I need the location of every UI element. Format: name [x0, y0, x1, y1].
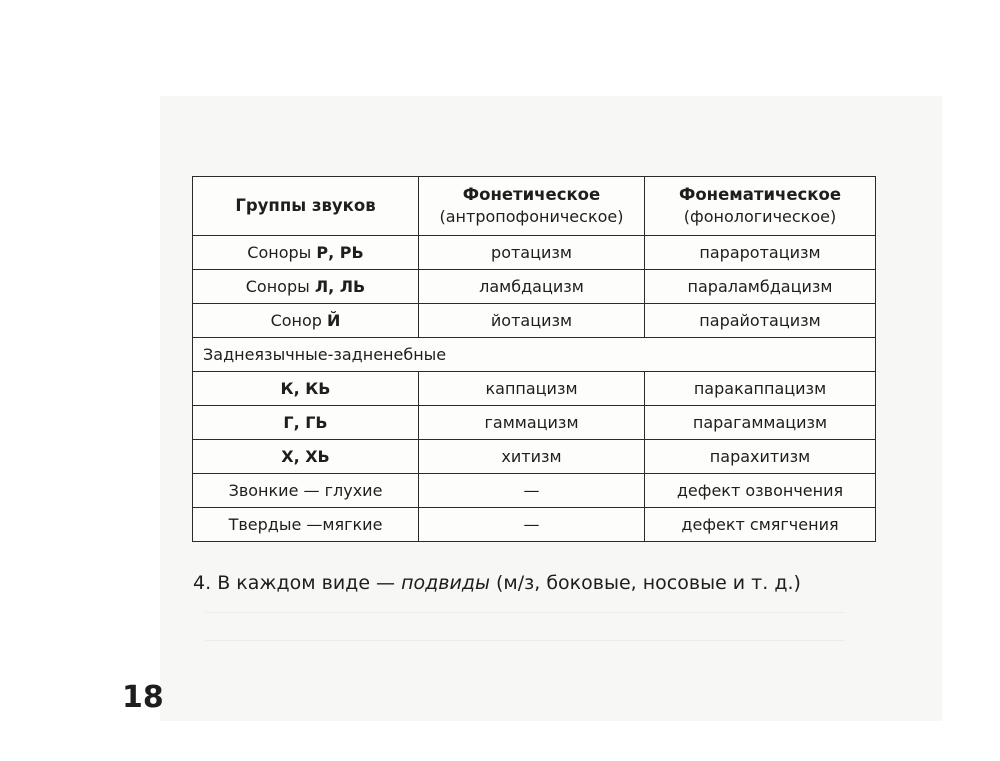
phonemic-cell: параротацизм [645, 236, 876, 270]
phonetic-cell: хитизм [419, 440, 645, 474]
footnote-number: 4. [193, 572, 212, 594]
header-phonetic: Фонетическое (антропофоническое) [419, 177, 645, 236]
sound-group-prefix: Твердые —мягкие [228, 514, 383, 534]
phonetic-cell: каппацизм [419, 372, 645, 406]
table-header-row [193, 177, 876, 236]
sound-group-cell [193, 304, 419, 338]
phonemic-cell: параламбдацизм [645, 270, 876, 304]
section-label: Заднеязычные-задненебные [193, 338, 876, 372]
phonemic-cell: дефект смягчения [645, 508, 876, 542]
header-sound-groups: Группы звуков [193, 177, 419, 236]
sound-group-letters: Л, ЛЬ [314, 276, 366, 296]
show-through-line [205, 640, 845, 641]
phonemic-cell: паракаппацизм [645, 372, 876, 406]
sound-group-cell [193, 474, 419, 508]
phonemic-cell: дефект озвончения [645, 474, 876, 508]
sound-group-cell [193, 406, 419, 440]
page-number: 18 [122, 680, 164, 715]
sound-group-letters: Й [327, 310, 341, 330]
footnote [193, 572, 801, 594]
sound-group-prefix: Соноры [247, 242, 317, 262]
phonemic-cell: парагаммацизм [645, 406, 876, 440]
phonemic-cell: парайотацизм [645, 304, 876, 338]
phonetic-cell: гаммацизм [419, 406, 645, 440]
table-row [193, 270, 876, 304]
sound-group-letters: Р, РЬ [316, 242, 364, 262]
phonemic-cell: парахитизм [645, 440, 876, 474]
sound-disorder-table [192, 176, 876, 542]
table-row [193, 372, 876, 406]
table-row [193, 236, 876, 270]
table-row [193, 440, 876, 474]
table-section-row [193, 338, 876, 372]
table-row [193, 474, 876, 508]
sound-group-letters: К, КЬ [280, 378, 331, 398]
table-row [193, 406, 876, 440]
phonetic-cell: — [419, 474, 645, 508]
phonetic-cell: — [419, 508, 645, 542]
phonetic-cell: йотацизм [419, 304, 645, 338]
footnote-text-after: (м/з, боковые, носовые и т. д.) [489, 572, 801, 594]
sound-group-cell [193, 270, 419, 304]
sound-group-letters: Г, ГЬ [283, 412, 328, 432]
sound-group-cell [193, 372, 419, 406]
sound-group-cell [193, 508, 419, 542]
footnote-italic: подвиды [401, 572, 490, 594]
phonetic-cell: ротацизм [419, 236, 645, 270]
sound-group-prefix: Звонкие — глухие [228, 480, 383, 500]
sound-group-letters: Х, ХЬ [281, 446, 330, 466]
phonetic-cell: ламбдацизм [419, 270, 645, 304]
show-through-line [205, 612, 845, 613]
table-row [193, 508, 876, 542]
sound-group-prefix: Соноры [245, 276, 315, 296]
sound-group-cell [193, 440, 419, 474]
table-row [193, 304, 876, 338]
header-phonemic: Фонематическое (фонологическое) [645, 177, 876, 236]
sound-group-prefix: Сонор [270, 310, 328, 330]
footnote-text-before: В каждом виде — [217, 572, 402, 594]
sound-group-cell [193, 236, 419, 270]
